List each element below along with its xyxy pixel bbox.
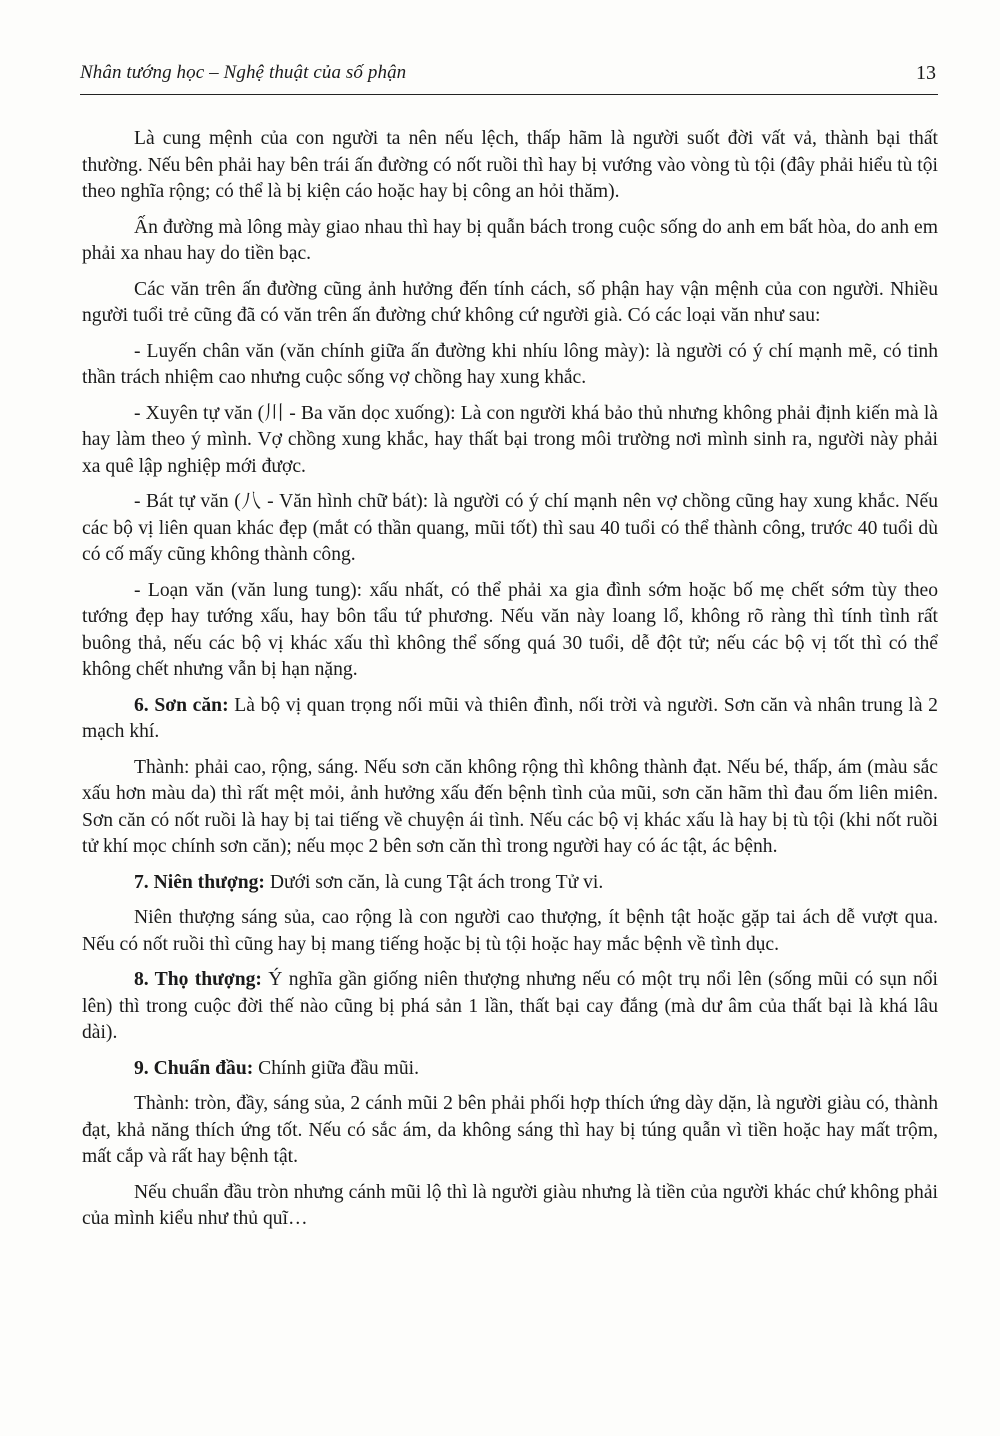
header-title: Nhân tướng học – Nghệ thuật của số phận [80,62,407,83]
paragraph [82,755,938,861]
paragraph-text: Thành: phải cao, rộng, sáng. Nếu sơn căn không rộng thì không thành đạt. Nếu bé, thấp, ám (màu sắc xấu hơn màu da) thì rất mệt mỏi, ảnh hưởng xấu đến bệnh tình của mũi, sơn căn hãm thì đau ốm liên miên. Sơn căn có nốt ruồi là hay bị tai tiếng về chuyện ái tình. Nếu các bộ vị khác xấu là hay bị tù tội (khi nốt ruồi tử khí mọc chính sơn căn); nếu mọc 2 bên sơn căn thì trong người hay có ác tật, ác bệnh. [82,756,938,857]
paragraph-text: Các văn trên ấn đường cũng ảnh hưởng đến tính cách, số phận hay vận mệnh của con người. Nhiều người tuổi trẻ cũng đã có văn trên ấn đường chứ không cứ người già. Có các loại văn như sau: [82,278,938,326]
paragraph-text: Dưới sơn căn, là cung Tật ách trong Tử vi. [264,871,604,893]
body-text [82,126,938,1242]
paragraph [82,339,938,392]
paragraph [82,126,938,206]
paragraph-text: - Luyến chân văn (văn chính giữa ấn đường khi nhíu lông mày): là người có ý chí mạnh mẽ, có tinh thần trách nhiệm cao nhưng cuộc sống vợ chồng hay xung khắc. [82,340,938,388]
paragraph-text: - Xuyên tự văn (川 - Ba văn dọc xuống): Là con người khá bảo thủ nhưng không phải định kiến mà là hay làm theo ý mình. Vợ chồng xung khắc, hay thất bại trong môi trường nơi mình sinh ra, người này phải xa quê lập nghiệp mới được. [82,402,938,477]
paragraph-text: Thành: tròn, đầy, sáng sủa, 2 cánh mũi 2 bên phải phối hợp thích ứng dày dặn, là người giàu có, thành đạt, khả năng thích ứng tốt. Nếu có sắc ám, da không sáng thì hay bị túng quẫn vì tiền hoặc hay mất trộm, mất cắp và rất hay bệnh tật. [82,1093,938,1167]
paragraph-text: Là cung mệnh của con người ta nên nếu lệch, thấp hãm là người suốt đời vất vả, thành bại thất thường. Nếu bên phải hay bên trái ấn đường có nốt ruồi thì hay bị vướng vào vòng tù tội (đây phải hiểu tù tội theo nghĩa rộng; có thể là bị kiện cáo hoặc hay bị công an hỏi thăm). [82,128,938,202]
paragraph [82,489,938,569]
paragraph [82,578,938,684]
section-6-son-can [82,693,938,746]
paragraph [82,1091,938,1171]
paragraph [82,401,938,481]
section-heading: 8. Thọ thượng: [134,969,262,990]
paragraph [82,215,938,268]
paragraph-text: Nếu chuẩn đầu tròn nhưng cánh mũi lộ thì là người giàu nhưng là tiền của người khác chứ không phải của mình kiểu như thủ quĩ… [82,1181,938,1229]
section-9-chuan-dau [82,1056,938,1083]
section-heading: 7. Niên thượng: [134,871,265,893]
paragraph [82,1180,938,1233]
section-8-tho-thuong [82,967,938,1047]
paragraph-text: Niên thượng sáng sủa, cao rộng là con người cao thượng, ít bệnh tật hoặc gặp tai ách dễ vượt qua. Nếu có nốt ruồi thì cũng hay bị mang tiếng hoặc bị tù tội hoặc hay mắc bệnh về tình dục. [82,907,938,955]
section-heading: 6. Sơn căn: [134,694,229,716]
section-7-nien-thuong [82,870,938,897]
section-heading: 9. Chuẩn đầu: [134,1057,254,1079]
running-header [80,58,938,95]
paragraph-text: Là bộ vị quan trọng nối mũi và thiên đình, nối trời và người. Sơn căn và nhân trung là 2 mạch khí. [82,694,938,742]
paragraph-text: Chính giữa đầu mũi. [253,1057,419,1079]
paragraph-text: - Bát tự văn (八 - Văn hình chữ bát): là người có ý chí mạnh nên vợ chồng cũng hay xung khắc. Nếu các bộ vị liên quan khác đẹp (mắt có thần quang, mũi tốt) thì sau 40 tuổi có thể thành công, trước 40 tuổi dù có cố mấy cũng không thành công. [82,491,938,565]
paragraph-text: Ấn đường mà lông mày giao nhau thì hay bị quẫn bách trong cuộc sống do anh em bất hòa, do anh em phải xa nhau hay do tiền bạc. [82,216,938,264]
paragraph-text: Ý nghĩa gần giống niên thượng nhưng nếu có một trụ nổi lên (sống mũi có sụn nổi lên) thì trong cuộc đời thế nào cũng bị phá sản 1 lần, thất bại cay đắng (mà dư âm của thất bại là khá lâu dài). [82,969,938,1043]
paragraph [82,905,938,958]
paragraph [82,277,938,330]
paragraph-text: - Loạn văn (văn lung tung): xấu nhất, có thể phải xa gia đình sớm hoặc bố mẹ chết sớm tùy theo tướng đẹp hay tướng xấu, hay bôn tẩu tứ phương. Nếu văn này loang lổ, không rõ ràng thì tính tình rất buông thả, nếu các bộ vị khác xấu thì không thể sống quá 30 tuổi, dễ đột tử; nếu các bộ vị tốt thì có thể không chết nhưng vẫn bị hạn nặng. [82,579,938,680]
page-number: 13 [916,62,936,84]
